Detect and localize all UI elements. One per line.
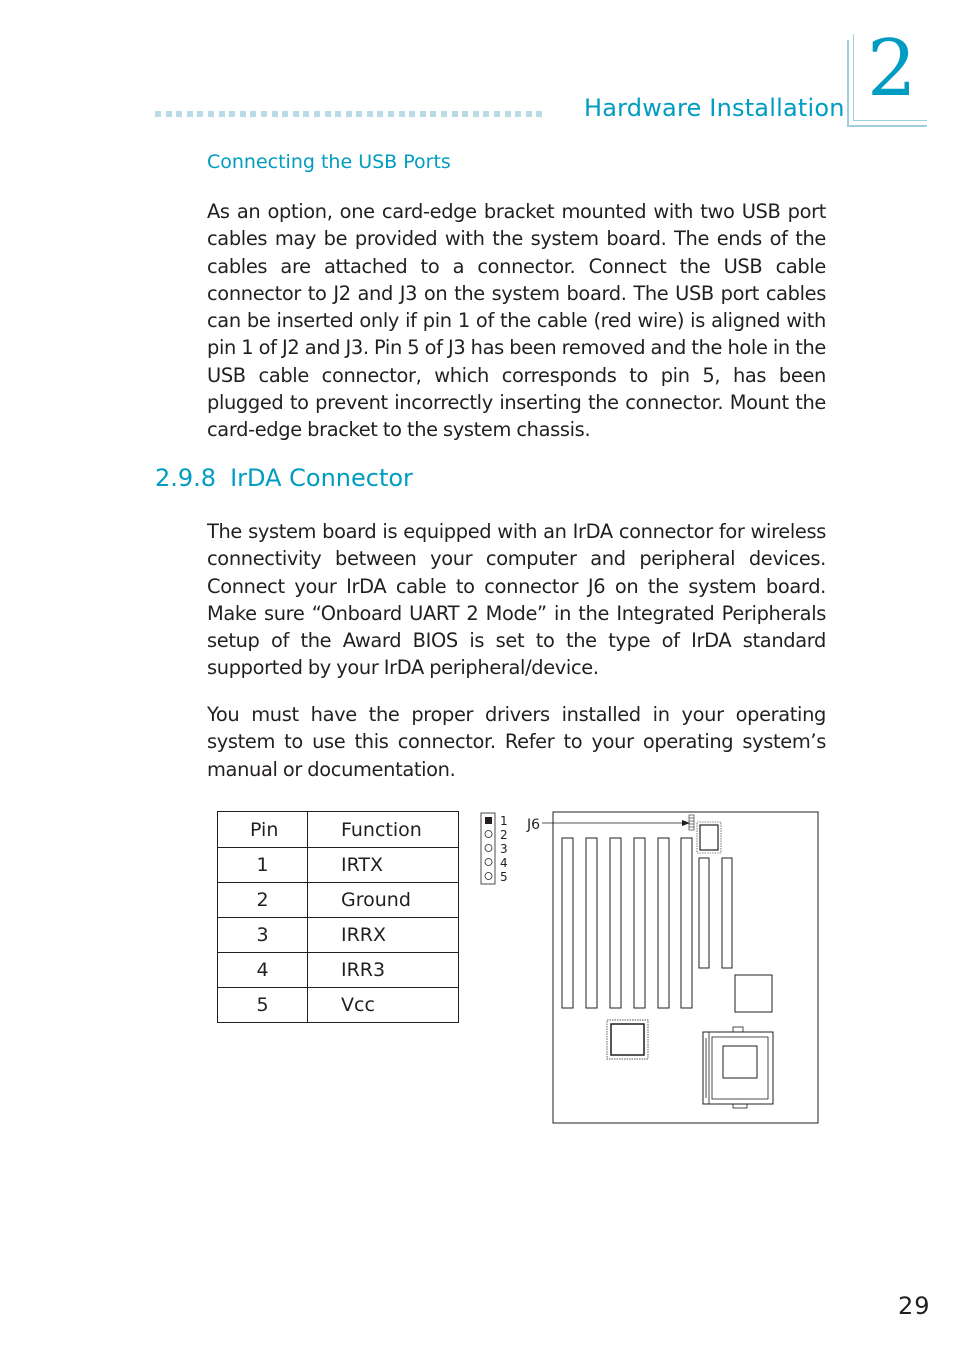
rule-dot — [314, 111, 320, 117]
rule-dot — [536, 111, 542, 117]
table-header-row — [218, 812, 459, 848]
rule-dot — [483, 111, 489, 117]
j6-label: J6 — [527, 817, 541, 833]
j6-board-connector — [689, 815, 694, 830]
cpu-socket — [703, 1027, 773, 1108]
pin-2-hole — [485, 831, 492, 838]
board-layout-diagram — [478, 808, 823, 1128]
irda-paragraph-2: You must have the proper drivers installed in your operating system to use this connector. Refer to your operating system’s manual or documentation. — [207, 703, 826, 781]
pin-label: 2 — [500, 828, 508, 842]
rule-dot — [441, 111, 447, 117]
section-title: IrDA Connector — [230, 464, 413, 492]
chapter-number: 2 — [867, 24, 917, 114]
memory-slots — [699, 858, 732, 968]
rule-dot — [494, 111, 500, 117]
chapter-marker — [847, 24, 927, 126]
rule-dot — [166, 111, 172, 117]
pin-label: 1 — [500, 814, 508, 828]
rule-dot — [303, 111, 309, 117]
pin-cell: 4 — [218, 953, 308, 988]
irda-section-heading — [155, 464, 413, 492]
rule-dot — [452, 111, 458, 117]
table-row — [218, 883, 459, 918]
rule-dot — [208, 111, 214, 117]
rule-dot — [240, 111, 246, 117]
rule-dot — [346, 111, 352, 117]
rule-dot — [377, 111, 383, 117]
header-dotted-rule — [155, 111, 542, 117]
rule-dot — [356, 111, 362, 117]
function-cell: IRTX — [308, 848, 459, 883]
chipset — [607, 1020, 648, 1059]
rule-dot — [515, 111, 521, 117]
usb-paragraph: As an option, one card-edge bracket mounted with two USB port cables may be provided with the system board. The ends of the cables are attached to a connector. Connect the USB cable connector to J2 and J3 on the system board. The USB port cables can be inserted only if pin 1 of the cable (red wire) is aligned with pin 1 of J2 and J3. Pin 5 of J3 has been removed and the hole in the USB cable connector, which corresponds to pin 5, has been plugged to prevent incorrectly inserting the connector. Mount the card-edge bracket to the system chassis. — [207, 200, 826, 442]
rule-dot — [325, 111, 331, 117]
pin-4-hole — [485, 859, 492, 866]
rule-dot — [272, 111, 278, 117]
rule-dot — [155, 111, 161, 117]
pin-cell: 1 — [218, 848, 308, 883]
rule-dot — [420, 111, 426, 117]
rule-dot — [261, 111, 267, 117]
section-number: 2.9.8 — [155, 464, 217, 492]
bios-chip — [735, 975, 772, 1012]
pin-cell: 2 — [218, 883, 308, 918]
usb-subheading: Connecting the USB Ports — [207, 151, 451, 173]
rule-dot — [219, 111, 225, 117]
rule-dot — [526, 111, 532, 117]
pin-cell: 3 — [218, 918, 308, 953]
table-row — [218, 848, 459, 883]
pin-function-table — [217, 811, 459, 1023]
rule-dot — [282, 111, 288, 117]
pin-label: 4 — [500, 856, 508, 870]
board-outline — [553, 812, 818, 1123]
page-number: 29 — [898, 1292, 931, 1320]
rule-dot — [335, 111, 341, 117]
column-header-pin: Pin — [218, 812, 308, 848]
rule-dot — [399, 111, 405, 117]
pin-label: 5 — [500, 870, 508, 884]
expansion-slots — [562, 838, 692, 1008]
rule-dot — [367, 111, 373, 117]
function-cell: Ground — [308, 883, 459, 918]
rule-dot — [250, 111, 256, 117]
rule-dot — [197, 111, 203, 117]
pin-label: 3 — [500, 842, 508, 856]
pin-5-hole — [485, 873, 492, 880]
rule-dot — [505, 111, 511, 117]
pin-1-square — [485, 817, 492, 824]
pin-3-hole — [485, 845, 492, 852]
rule-dot — [409, 111, 415, 117]
rule-dot — [187, 111, 193, 117]
table-row — [218, 953, 459, 988]
pin-cell: 5 — [218, 988, 308, 1023]
rule-dot — [430, 111, 436, 117]
function-cell: IRR3 — [308, 953, 459, 988]
table-row — [218, 988, 459, 1023]
io-chip — [697, 822, 721, 853]
rule-dot — [473, 111, 479, 117]
rule-dot — [229, 111, 235, 117]
rule-dot — [176, 111, 182, 117]
rule-dot — [388, 111, 394, 117]
rule-dot — [462, 111, 468, 117]
function-cell: Vcc — [308, 988, 459, 1023]
irda-paragraph-1: The system board is equipped with an IrDA connector for wireless connectivity between your computer and peripheral devices. Connect your IrDA cable to connector J6 on the system board. Make sure “Onboard UART 2 Mode” in the Integrated Peripherals setup of the Award BIOS is set to the type of IrDA standard supported by your IrDA peripheral/device. — [207, 520, 826, 680]
rule-dot — [293, 111, 299, 117]
table-row — [218, 918, 459, 953]
column-header-function: Function — [308, 812, 459, 848]
header-title: Hardware Installation — [584, 94, 845, 122]
function-cell: IRRX — [308, 918, 459, 953]
j6-pin-header — [481, 813, 495, 884]
